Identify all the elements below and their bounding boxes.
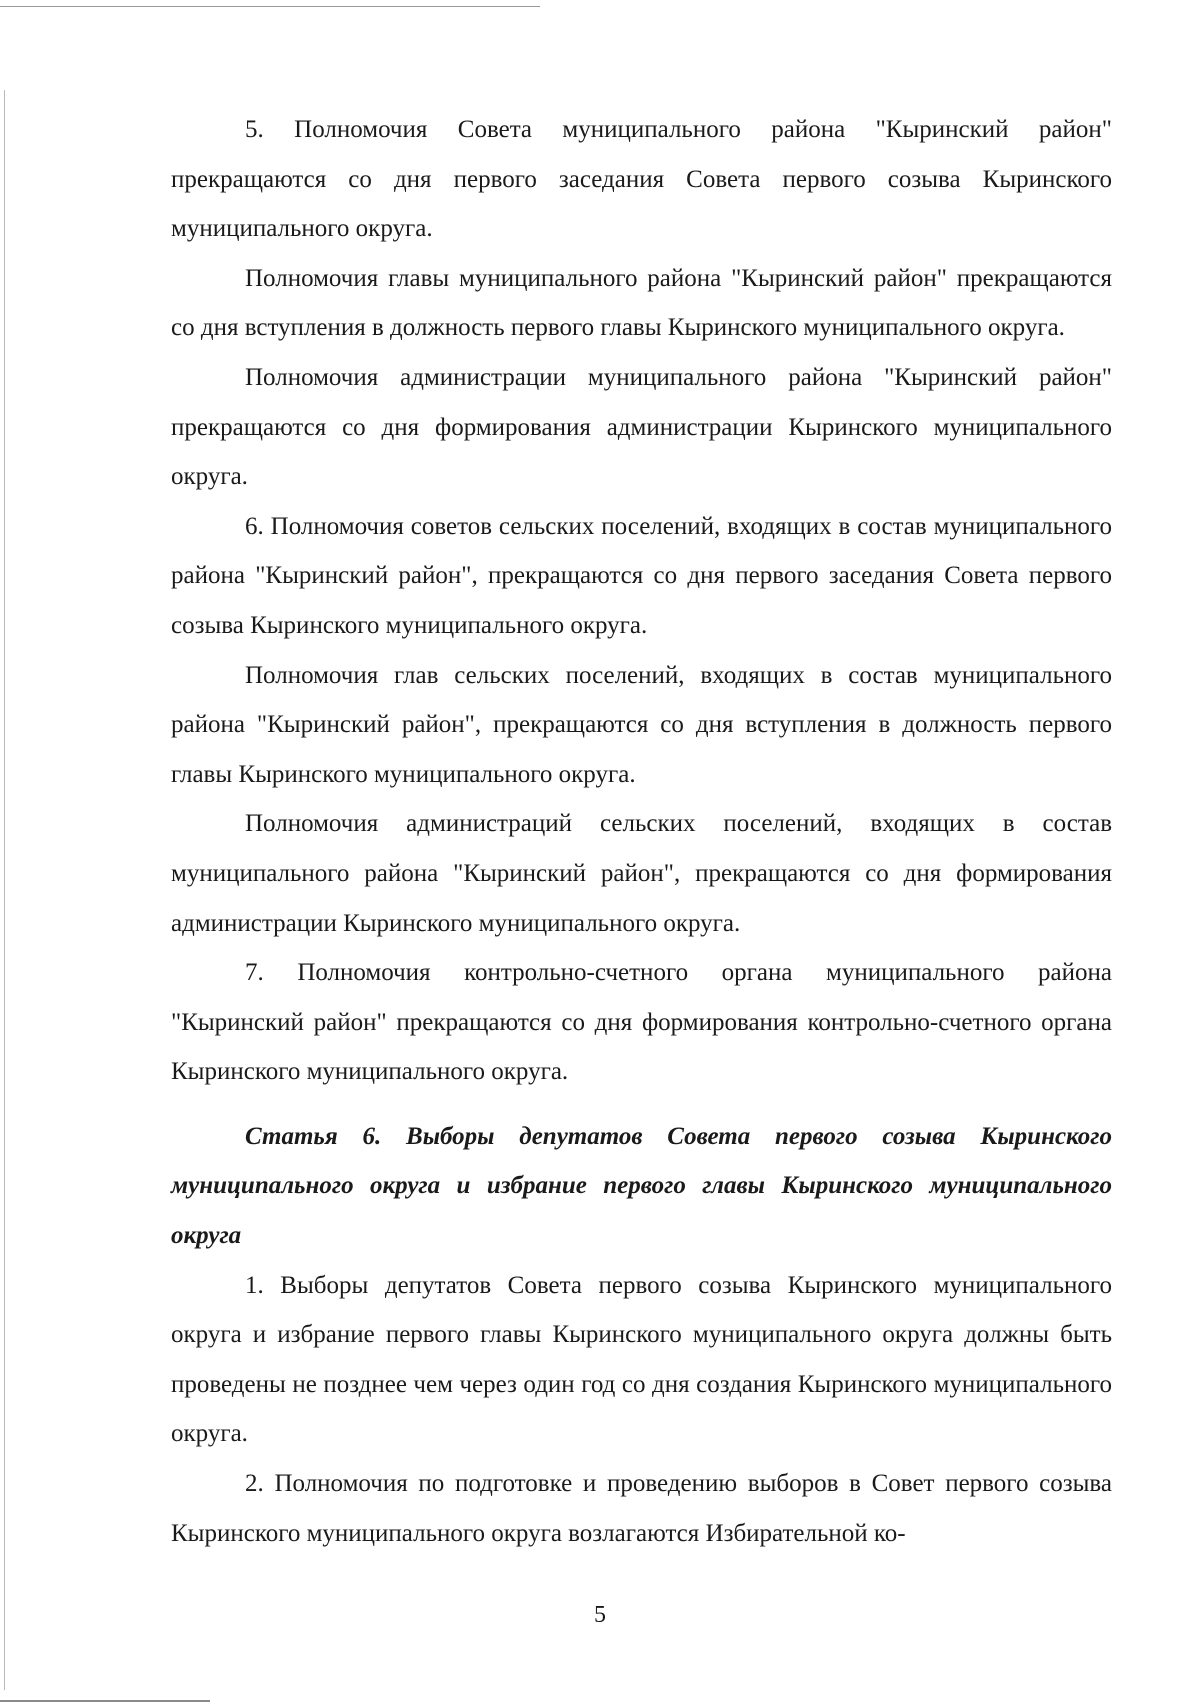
paragraph-glava-powers: Полномочия главы муниципального района "Кыринский район" прекращаются со дня вступления в должность первого главы Кыринского муниципального округа. bbox=[171, 264, 1112, 342]
document-page bbox=[171, 105, 1112, 1558]
paragraph-5: 5. Полномочия Совета муниципального района "Кыринский район" прекращаются со дня первого заседания Совета первого созыва Кыринского муниципального округа. bbox=[171, 116, 1112, 243]
scan-edge-bottom bbox=[0, 1700, 210, 1702]
paragraph-6: 6. Полномочия советов сельских поселений, входящих в состав муниципального района "Кыринский район", прекращаются со дня первого заседания Совета первого созыва Кыринского муниципального округа. bbox=[171, 512, 1112, 639]
paragraph-settlement-heads: Полномочия глав сельских поселений, входящих в состав муниципального района "Кыринский район", прекращаются со дня вступления в должность первого главы Кыринского муниципального округа. bbox=[171, 661, 1112, 788]
article-6-paragraph-2: 2. Полномочия по подготовке и проведению выборов в Совет первого созыва Кыринского муниципального округа возлагаются Избирательной ко- bbox=[171, 1470, 1112, 1547]
paragraph-settlement-administrations: Полномочия администраций сельских поселений, входящих в состав муниципального района "Кыринский район", прекращаются со дня формирования администрации Кыринского муниципального округа. bbox=[171, 810, 1112, 937]
scan-edge-left bbox=[4, 90, 5, 1690]
article-6-heading: Статья 6. Выборы депутатов Совета первого созыва Кыринского муниципального округа и избрание первого главы Кыринского муниципального округа bbox=[171, 1122, 1112, 1250]
page-number: 5 bbox=[594, 1602, 606, 1628]
paragraph-administration-powers: Полномочия администрации муниципального района "Кыринский район" прекращаются со дня формирования администрации Кыринского муниципального округа. bbox=[171, 363, 1112, 491]
paragraph-7: 7. Полномочия контрольно-счетного органа муниципального района "Кыринский район" прекращаются со дня формирования контрольно-счетного органа Кыринского муниципального округа. bbox=[171, 959, 1112, 1086]
scan-edge-top bbox=[0, 6, 540, 7]
article-6-paragraph-1: 1. Выборы депутатов Совета первого созыва Кыринского муниципального округа и избрание первого главы Кыринского муниципального округа должны быть проведены не позднее чем через один год со дня создания Кыринского муниципального округа. bbox=[171, 1271, 1112, 1448]
